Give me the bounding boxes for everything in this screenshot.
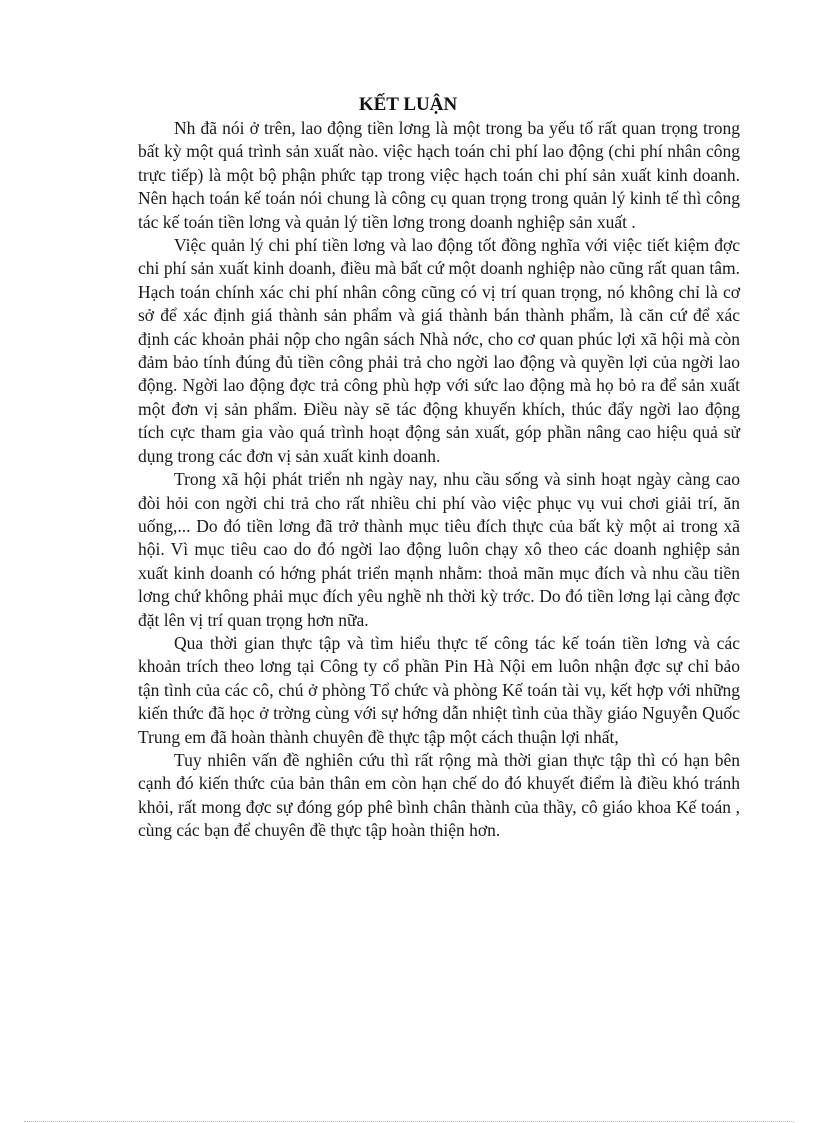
page-bottom-divider [24, 1121, 794, 1122]
paragraph-4: Qua thời gian thực tập và tìm hiểu thực tế công tác kế toán tiền lơng và các khoản trích theo lơng tại Công ty cổ phần Pin Hà Nội em luôn nhận đợc sự chỉ bảo tận tình của các cô, chú ở phòng Tổ chức và phòng Kế toán tài vụ, kết hợp với những kiến thức đã học ở trờng cùng với sự hớng dẫn nhiệt tình của thầy giáo Nguyễn Quốc Trung em đã hoàn thành chuyên đề thực tập một cách thuận lợi nhất, [138, 632, 740, 747]
page-title: KẾT LUẬN [358, 94, 458, 115]
paragraph-5: Tuy nhiên vấn đề nghiên cứu thì rất rộng mà thời gian thực tập thì có hạn bên cạnh đó kiến thức của bản thân em còn hạn chế do đó khuyết điểm là điều khó tránh khỏi, rất mong đợc sự đóng góp phê bình chân thành của thầy, cô giáo khoa Kế toán , cùng các bạn để chuyên đề thực tập hoàn thiện hơn. [138, 749, 740, 841]
paragraph-2: Việc quản lý chi phí tiền lơng và lao động tốt đồng nghĩa với việc tiết kiệm đợc chi phí sản xuất kinh doanh, điều mà bất cứ một doanh nghiệp nào cũng rất quan tâm. Hạch toán chính xác chi phí nhân công cũng có vị trí quan trọng, nó không chỉ là cơ sở để xác định giá thành sản phẩm và giá thành bán thành phẩm, là căn cứ để xác định các khoản phải nộp cho ngân sách Nhà nớc, cho cơ quan phúc lợi xã hội mà còn đảm bảo tính đúng đủ tiền công phải trả cho ngời lao động và quyền lợi của ngời lao động. Ngời lao động đợc trả công phù hợp với sức lao động mà họ bỏ ra để sản xuất một đơn vị sản phẩm. Điều này sẽ tác động khuyến khích, thúc đẩy ngời lao động tích cực tham gia vào quá trình hoạt động sản xuất, góp phần nâng cao hiệu quả sử dụng trong các đơn vị sản xuất kinh doanh. [138, 235, 740, 466]
paragraph-3: Trong xã hội phát triển nh ngày nay, nhu cầu sống và sinh hoạt ngày càng cao đòi hỏi con ngời chi trả cho rất nhiều chi phí vào việc phục vụ vui chơi giải trí, ăn uống,... Do đó tiền lơng đã trở thành mục tiêu đích thực của bất kỳ một ai trong xã hội. Vì mục tiêu cao do đó ngời lao động luôn chạy xô theo các doanh nghiệp sản xuất kinh doanh có hớng phát triển mạnh nhằm: thoả mãn mục đích và nhu cầu tiền lơng chứ không phải mục đích yêu nghề nh thời kỳ trớc. Do đó tiền lơng lại càng đợc đặt lên vị trí quan trọng hơn nữa. [138, 469, 740, 630]
paragraph-1: Nh đã nói ở trên, lao động tiền lơng là một trong ba yếu tố rất quan trọng trong bất kỳ một quá trình sản xuất nào. việc hạch toán chi phí lao động (chi phí nhân công trực tiếp) là một bộ phận phức tạp trong việc hạch toán chi phí sản xuất kinh doanh. Nên hạch toán kế toán nói chung là công cụ quan trọng trong quản lý kinh tế thì công tác kế toán tiền lơng và quản lý tiền lơng trong doanh nghiệp sản xuất . [138, 118, 740, 232]
body-text [138, 117, 740, 843]
